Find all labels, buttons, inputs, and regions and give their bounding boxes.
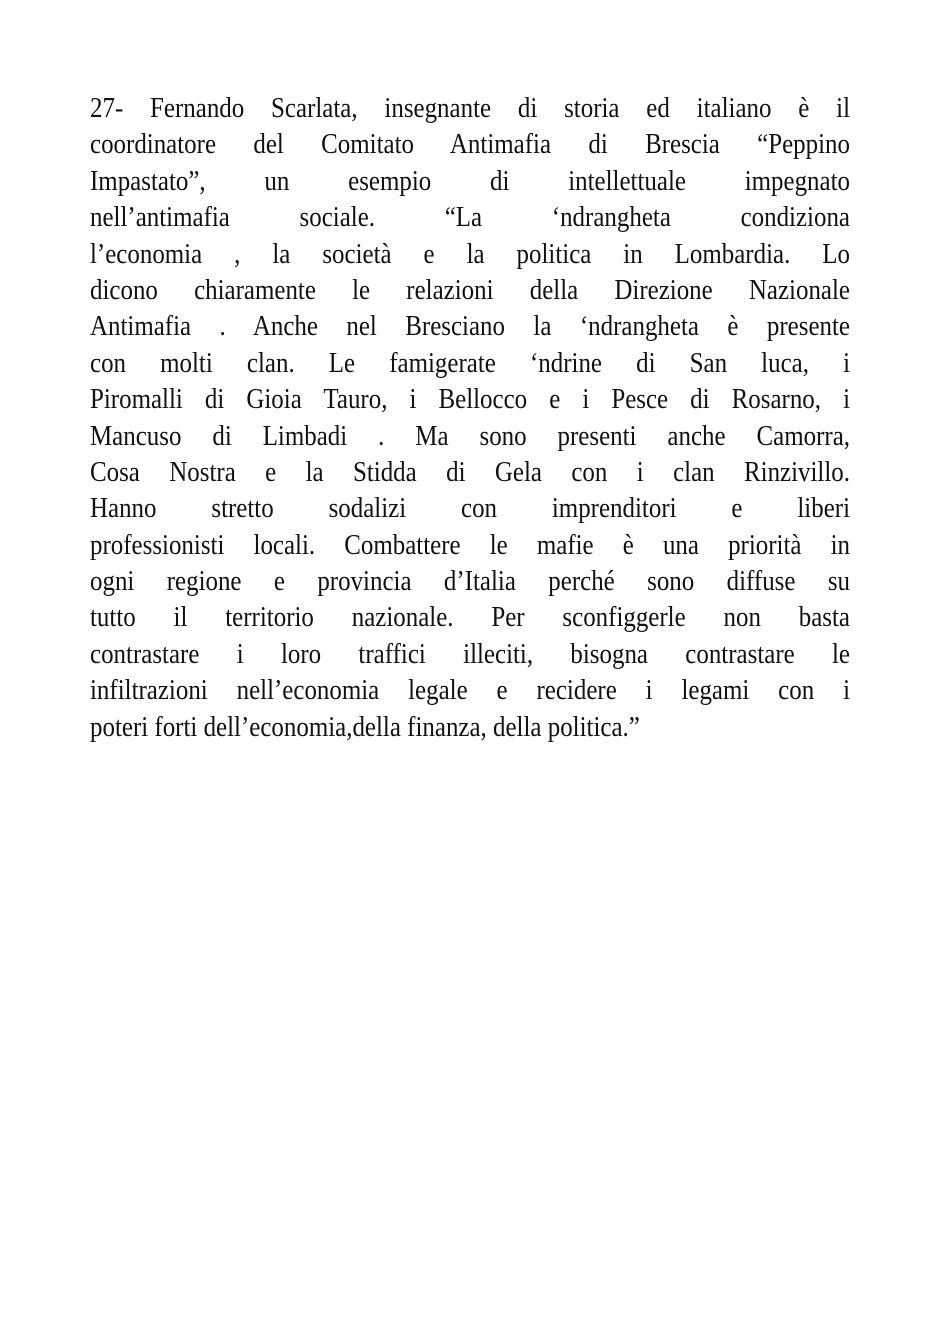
text-line-content: Hanno stretto sodalizi con imprenditori e liberi bbox=[90, 492, 850, 525]
text-line-content: l’economia , la società e la politica in Lombardia. Lo bbox=[90, 237, 850, 270]
text-line-content: infiltrazioni nell’economia legale e recidere i legami con i bbox=[90, 674, 850, 707]
text-line bbox=[90, 272, 850, 308]
text-line-content: poteri forti dell’economia,della finanza, della politica.” bbox=[90, 710, 640, 743]
text-line-content: con molti clan. Le famigerate ‘ndrine di San luca, i bbox=[90, 346, 850, 379]
text-line bbox=[90, 454, 850, 490]
text-line bbox=[90, 490, 850, 526]
text-line bbox=[90, 672, 850, 708]
body-paragraph bbox=[90, 90, 850, 745]
text-line bbox=[90, 345, 850, 381]
text-line bbox=[90, 199, 850, 235]
text-line bbox=[90, 418, 850, 454]
text-line bbox=[90, 527, 850, 563]
text-line bbox=[90, 308, 850, 344]
text-line last-line bbox=[90, 709, 850, 745]
text-line-content: contrastare i loro traffici illeciti, bisogna contrastare le bbox=[90, 637, 851, 670]
text-line bbox=[90, 236, 850, 272]
text-line bbox=[90, 563, 850, 599]
text-line-content: professionisti locali. Combattere le mafie è una priorità in bbox=[90, 528, 850, 561]
text-line bbox=[90, 636, 850, 672]
text-line-content: Mancuso di Limbadi . Ma sono presenti anche Camorra, bbox=[90, 419, 850, 452]
text-line bbox=[90, 381, 850, 417]
text-line-content: Cosa Nostra e la Stidda di Gela con i clan Rinzivillo. bbox=[90, 455, 850, 488]
text-line-content: Antimafia . Anche nel Bresciano la ‘ndrangheta è presente bbox=[90, 310, 850, 343]
text-line-content: tutto il territorio nazionale. Per sconfiggerle non basta bbox=[90, 601, 851, 634]
text-line-content: 27- Fernando Scarlata, insegnante di storia ed italiano è il bbox=[90, 92, 850, 124]
text-line bbox=[90, 163, 850, 199]
text-line-content: Impastato”, un esempio di intellettuale impegnato bbox=[90, 164, 850, 197]
text-line-content: dicono chiaramente le relazioni della Direzione Nazionale bbox=[90, 273, 851, 306]
text-line-content: coordinatore del Comitato Antimafia di Brescia “Peppino bbox=[90, 128, 850, 161]
text-line-content: Piromalli di Gioia Tauro, i Bellocco e i Pesce di Rosarno, i bbox=[90, 383, 850, 416]
text-line bbox=[90, 90, 850, 126]
text-line bbox=[90, 599, 850, 635]
text-line-content: nell’antimafia sociale. “La ‘ndrangheta condiziona bbox=[90, 201, 850, 234]
text-line-content: ogni regione e provincia d’Italia perché sono diffuse su bbox=[90, 565, 850, 598]
text-line bbox=[90, 126, 850, 162]
